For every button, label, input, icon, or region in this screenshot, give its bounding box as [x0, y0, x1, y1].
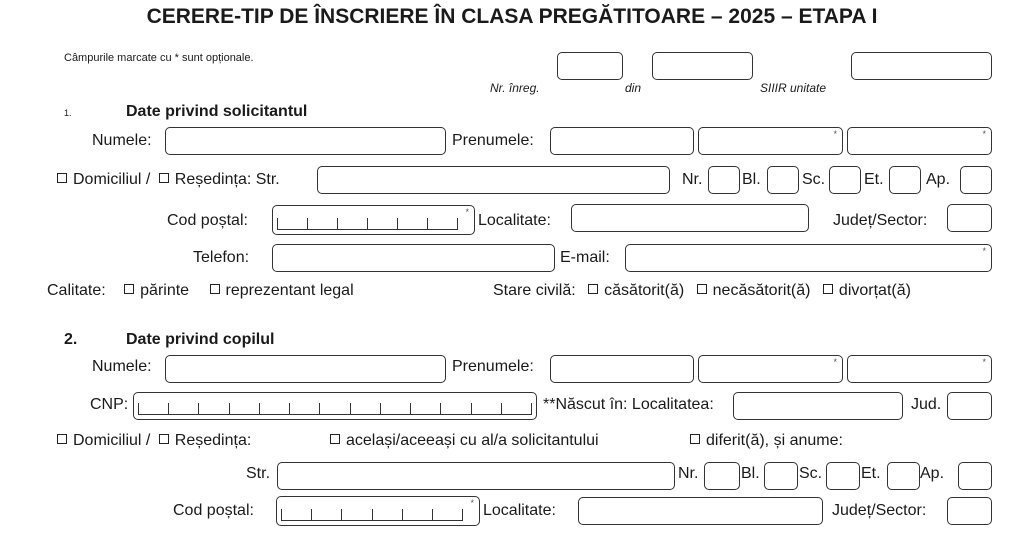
section2-title: Date privind copilul — [126, 331, 275, 348]
solicitant-judet-input[interactable] — [947, 204, 992, 232]
solicitant-strada-input[interactable] — [317, 166, 670, 194]
acelasi-label: același/aceeași cu al/a solicitantului — [346, 432, 599, 449]
localitate-label: Localitate: — [478, 212, 551, 229]
copil-et-input[interactable] — [887, 462, 920, 490]
solicitant-bl-input[interactable] — [767, 166, 799, 194]
domiciliu-resedinta-row — [57, 170, 280, 190]
solicitant-cod-postal-input[interactable] — [272, 205, 475, 235]
copil-prenume3-input[interactable] — [847, 355, 992, 383]
copil-domiciliu-checkbox[interactable] — [57, 434, 67, 444]
copil-resedinta-label: Reședința: — [174, 432, 252, 449]
nr-inreg-field[interactable] — [557, 52, 623, 80]
copil-loc-nastere-input[interactable] — [733, 392, 903, 420]
casatorit-label: căsătorit(ă) — [604, 282, 685, 299]
sc-label: Sc. — [802, 171, 826, 188]
din-field[interactable] — [652, 52, 753, 80]
et-label: Et. — [864, 171, 884, 188]
copil-bl-input[interactable] — [764, 462, 798, 490]
bl-label: Bl. — [742, 171, 761, 188]
nr-label: Nr. — [682, 171, 703, 188]
copil-localitate-label: Localitate: — [483, 502, 556, 519]
copil-et-label: Et. — [861, 465, 881, 482]
nascut-label: **Născut în: Localitatea: — [543, 396, 714, 413]
copil-cod-postal-input[interactable] — [276, 496, 480, 526]
solicitant-email-input[interactable] — [625, 244, 992, 272]
prenumele-label: Prenumele: — [452, 132, 534, 149]
copil-bl-label: Bl. — [741, 465, 760, 482]
optional-marker: * — [982, 246, 986, 256]
copil-sc-input[interactable] — [826, 462, 860, 490]
copil-judet-label: Județ/Sector: — [832, 502, 927, 519]
optional-note: Câmpurile marcate cu * sunt opționale. — [64, 52, 254, 64]
solicitant-prenume3-input[interactable] — [847, 127, 992, 155]
optional-marker: * — [833, 357, 837, 367]
copil-strada-input[interactable] — [277, 462, 675, 490]
solicitant-numele-input[interactable] — [165, 127, 446, 155]
casatorit-checkbox[interactable] — [588, 284, 598, 294]
nr-inreg-label: Nr. înreg. — [490, 81, 540, 95]
copil-cnp-input[interactable] — [133, 392, 537, 420]
cnp-label: CNP: — [90, 396, 129, 413]
cnp-combs — [138, 403, 532, 415]
domiciliu-checkbox[interactable] — [57, 173, 67, 183]
copil-localitate-input[interactable] — [578, 497, 823, 525]
siiir-field[interactable] — [851, 52, 992, 80]
solicitant-telefon-input[interactable] — [272, 244, 555, 272]
cod-postal-combs — [277, 218, 458, 230]
optional-marker: * — [982, 129, 986, 139]
copil-cod-postal-combs — [281, 509, 463, 521]
divortat-checkbox[interactable] — [823, 284, 833, 294]
diferit-checkbox[interactable] — [690, 434, 700, 444]
copil-resedinta-checkbox[interactable] — [159, 434, 169, 444]
diferit-row — [690, 431, 843, 451]
resedinta-checkbox[interactable] — [159, 173, 169, 183]
judet-label: Județ/Sector: — [833, 212, 928, 229]
reprezentant-checkbox[interactable] — [210, 284, 220, 294]
copil-jud-nastere-input[interactable] — [947, 392, 992, 420]
stare-civila-label: Stare civilă: — [493, 282, 576, 299]
section1-title: Date privind solicitantul — [126, 103, 308, 120]
section1-number: 1. — [64, 108, 72, 118]
resedinta-label: Reședința: Str. — [174, 171, 280, 188]
copil-str-label: Str. — [246, 465, 271, 482]
cod-postal-label: Cod poștal: — [167, 212, 248, 229]
necasatorit-checkbox[interactable] — [697, 284, 707, 294]
din-label: din — [625, 81, 642, 95]
ap-label: Ap. — [926, 171, 951, 188]
optional-marker: * — [465, 207, 469, 217]
copil-cod-postal-label: Cod poștal: — [173, 502, 254, 519]
copil-judet-input[interactable] — [947, 497, 992, 525]
jud-label: Jud. — [911, 396, 942, 413]
copil-prenumele-label: Prenumele: — [452, 358, 534, 375]
solicitant-sc-input[interactable] — [829, 166, 861, 194]
form-title: CERERE-TIP DE ÎNSCRIERE ÎN CLASA PREGĂTITOARE – 2025 – ETAPA I — [146, 5, 878, 28]
copil-domiciliu-label: Domiciliul / — [73, 432, 151, 449]
email-label: E-mail: — [560, 249, 610, 266]
calitate-row — [47, 281, 354, 301]
copil-domiciliu-row — [57, 431, 251, 451]
solicitant-prenume1-input[interactable] — [550, 127, 694, 155]
copil-numele-input[interactable] — [165, 355, 446, 383]
parinte-label: părinte — [140, 282, 190, 299]
reprezentant-label: reprezentant legal — [225, 282, 354, 299]
copil-nr-input[interactable] — [704, 462, 740, 490]
solicitant-nr-input[interactable] — [708, 166, 740, 194]
copil-sc-label: Sc. — [799, 465, 823, 482]
optional-marker: * — [833, 129, 837, 139]
copil-ap-label: Ap. — [920, 465, 945, 482]
numele-label: Numele: — [92, 132, 152, 149]
acelasi-row — [330, 431, 599, 451]
solicitant-prenume2-input[interactable] — [698, 127, 843, 155]
solicitant-et-input[interactable] — [889, 166, 921, 194]
acelasi-checkbox[interactable] — [330, 434, 340, 444]
parinte-checkbox[interactable] — [124, 284, 134, 294]
copil-prenume2-input[interactable] — [698, 355, 843, 383]
domiciliu-label: Domiciliul / — [73, 171, 151, 188]
copil-prenume1-input[interactable] — [550, 355, 694, 383]
optional-marker: * — [470, 498, 474, 508]
siiir-label: SIIIR unitate — [760, 81, 827, 95]
solicitant-localitate-input[interactable] — [571, 204, 809, 232]
diferit-label: diferit(ă), și anume: — [706, 432, 843, 449]
stare-civila-row — [493, 281, 911, 301]
copil-nr-label: Nr. — [678, 465, 699, 482]
divortat-label: divorțat(ă) — [838, 282, 911, 299]
copil-ap-input[interactable] — [958, 462, 992, 490]
solicitant-ap-input[interactable] — [960, 166, 992, 194]
copil-numele-label: Numele: — [92, 358, 152, 375]
section2-number: 2. — [64, 331, 78, 348]
calitate-label: Calitate: — [47, 282, 106, 299]
optional-marker: * — [982, 357, 986, 367]
telefon-label: Telefon: — [193, 249, 250, 266]
necasatorit-label: necăsătorit(ă) — [712, 282, 811, 299]
